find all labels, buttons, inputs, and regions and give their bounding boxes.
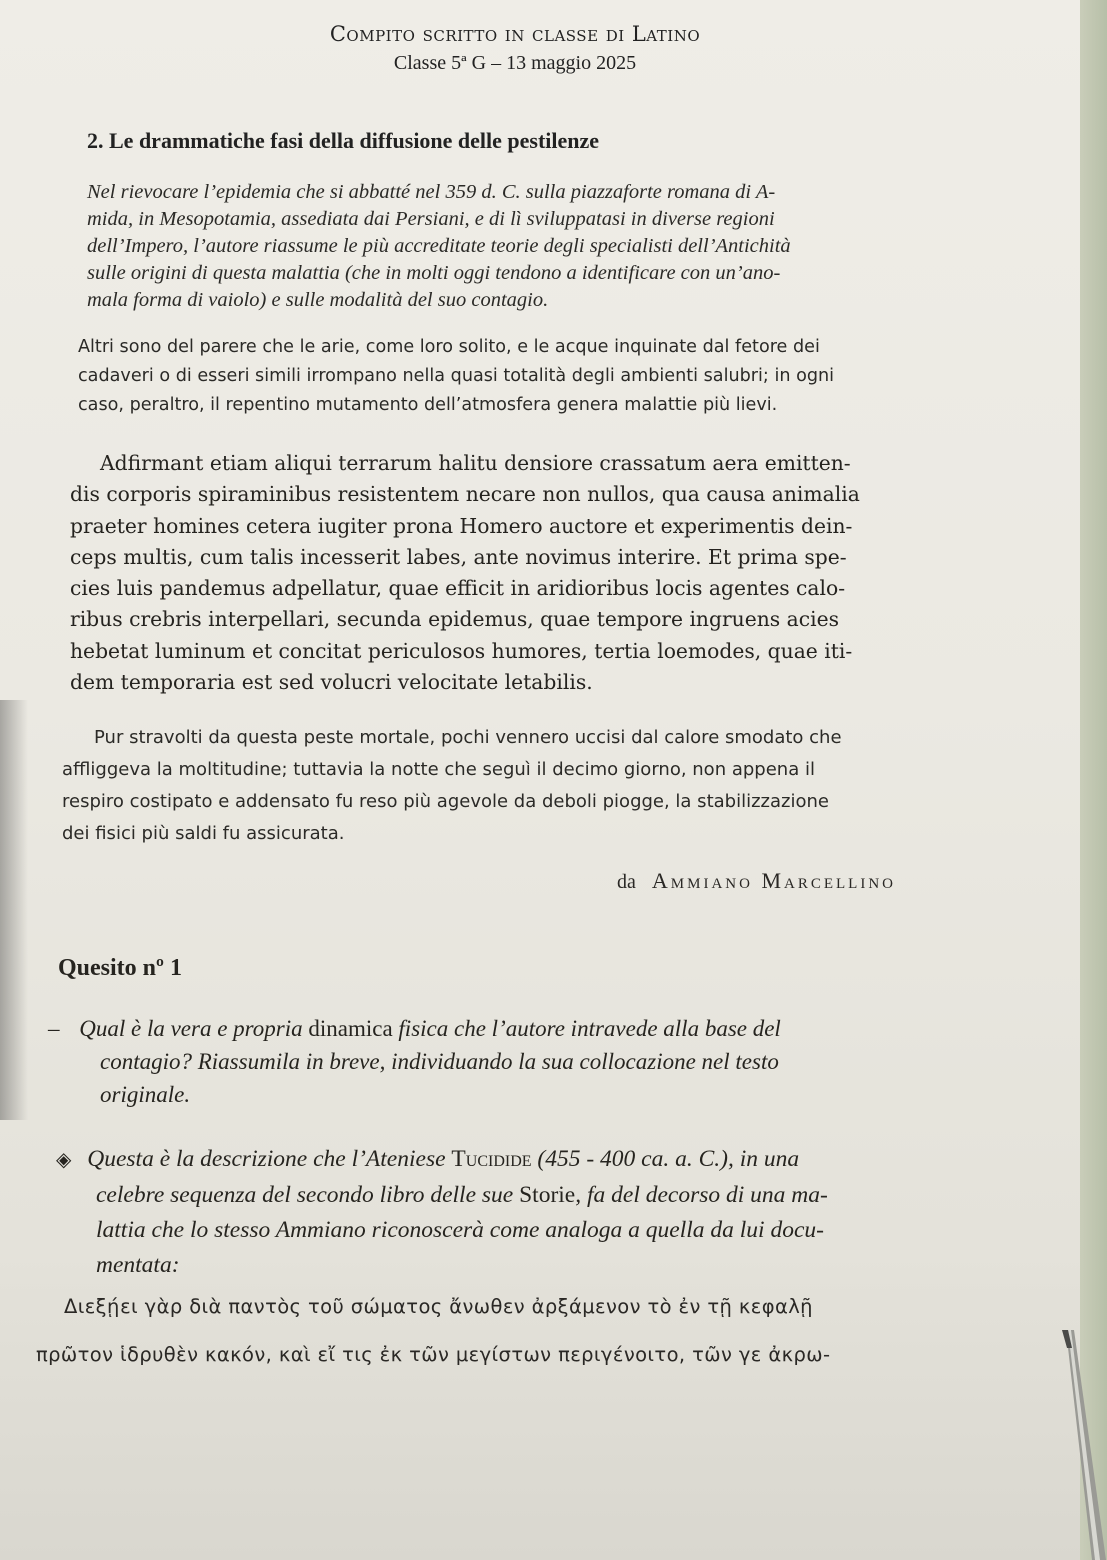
latin-line: ceps multis, cum talis incesserit labes, ante novimus interire. Et prima spe- [70, 544, 847, 569]
intro-line: Nel rievocare l’epidemia che si abbatté nel 359 d. C. sulla piazzaforte romana di A- [87, 181, 776, 203]
author-prefix: da [617, 871, 636, 893]
intro-line: mala forma di vaiolo) e sulle modalità del suo contagio. [87, 289, 549, 311]
latin-line: Adfirmant etiam aliqui terrarum halitu densiore crassatum aera emitten- [100, 451, 851, 475]
question-text: lattia che lo stesso Ammiano riconoscerà come analoga a quella da lui docu- [96, 1217, 824, 1243]
question-text: Storie [519, 1182, 576, 1208]
intro-line: mida, in Mesopotamia, assediata dai Persiani, e di lì sviluppatasi in diverse regioni [87, 208, 775, 230]
latin-line: ribus crebris interpellari, secunda epidemus, quae tempore ingruens acies [70, 607, 840, 632]
author-name-tucidide: Tucidide [451, 1146, 532, 1172]
question-text: contagio? Riassumila in breve, individuando la sua collocazione nel testo [100, 1049, 779, 1074]
author-name: Ammiano Marcellino [651, 868, 896, 893]
greek-line: Διεξῄει γὰρ διὰ παντὸς τοῦ σώματος ἄνωθεν ἀρξάμενον τὸ ἐν τῇ κεφαλῇ [64, 1295, 813, 1318]
question-2 [56, 1142, 828, 1283]
question-text: , fa del decorso di una ma- [575, 1182, 828, 1208]
question-text: dinamica [308, 1016, 393, 1041]
section-title: 2. Le drammatiche fasi della diffusione delle pestilenze [87, 128, 600, 153]
question-text: Questa è la descrizione che l’Ateniese [87, 1146, 452, 1172]
translation-line: affliggeva la moltitudine; tuttavia la notte che seguì il decimo giorno, non appena il [62, 759, 815, 780]
question-text: celebre sequenza del secondo libro delle sue [96, 1182, 520, 1208]
latin-line: hebetat luminum et concitat periculosos humores, tertia loemodes, quae iti- [70, 638, 853, 663]
latin-line: dem temporaria est sed volucri velocitate letabilis. [70, 670, 593, 695]
author-attribution [617, 868, 896, 894]
question-dash: – [48, 1016, 60, 1041]
question-text: originale. [100, 1082, 191, 1107]
latin-line: cies luis pandemus adpellatur, quae efficit in aridioribus locis agentes calo- [70, 576, 846, 601]
translation-before [78, 333, 834, 420]
question-text: Qual è la vera e propria [79, 1016, 309, 1041]
translation-line: cadaveri o di esseri simili irrompano nella quasi totalità degli ambienti salubri; in ogni [78, 366, 835, 386]
translation-after [62, 722, 842, 850]
question-1 [48, 1012, 781, 1111]
pen-icon [1062, 1330, 1107, 1560]
intro-paragraph [87, 179, 967, 314]
latin-line: praeter homines cetera iugiter prona Homero auctore et experimentis dein- [70, 513, 853, 538]
question-text: mentata: [96, 1252, 180, 1278]
question-text: (455 - 400 ca. a. C.), in una [531, 1146, 800, 1172]
greek-passage [36, 1283, 830, 1379]
latin-passage [70, 448, 860, 698]
translation-line: dei fisici più saldi fu assicurata. [62, 823, 345, 844]
translation-line: caso, peraltro, il repentino mutamento dell’atmosfera genera malattie più lievi. [78, 395, 778, 415]
question-text: fisica [392, 1016, 449, 1041]
translation-line: Pur stravolti da questa peste mortale, pochi vennero uccisi dal calore smodato che [94, 727, 842, 748]
latin-line: dis corporis spiraminibus resistentem necare non nullos, qua causa animalia [70, 482, 860, 507]
page-title: Compito scritto in classe di Latino [329, 22, 701, 46]
page-shadow [0, 700, 28, 1120]
translation-line: respiro costipato e addensato fu reso più agevole da deboli piogge, la stabilizzazione [62, 791, 829, 812]
translation-line: Altri sono del parere che le arie, come loro solito, e le acque inquinate dal fetore dei [78, 337, 820, 357]
background-edge [1080, 0, 1107, 1560]
question-text: che l’autore intravede alla base del [448, 1016, 781, 1041]
intro-line: sulle origini di questa malattia (che in molti oggi tendono a identificare con un’ano- [87, 262, 781, 284]
page-subtitle: Classe 5ª G – 13 maggio 2025 [393, 52, 637, 74]
diamond-bullet-icon: ◈ [56, 1149, 72, 1171]
greek-line: πρῶτον ἱδρυθὲν κακόν, καὶ εἴ τις ἐκ τῶν μεγίστων περιγένοιτο, τῶν γε ἀκρω- [36, 1343, 831, 1366]
quesito-title: Quesito nº 1 [58, 955, 182, 981]
intro-line: dell’Impero, l’autore riassume le più accreditate teorie degli specialisti dell’Antichità [87, 235, 791, 257]
